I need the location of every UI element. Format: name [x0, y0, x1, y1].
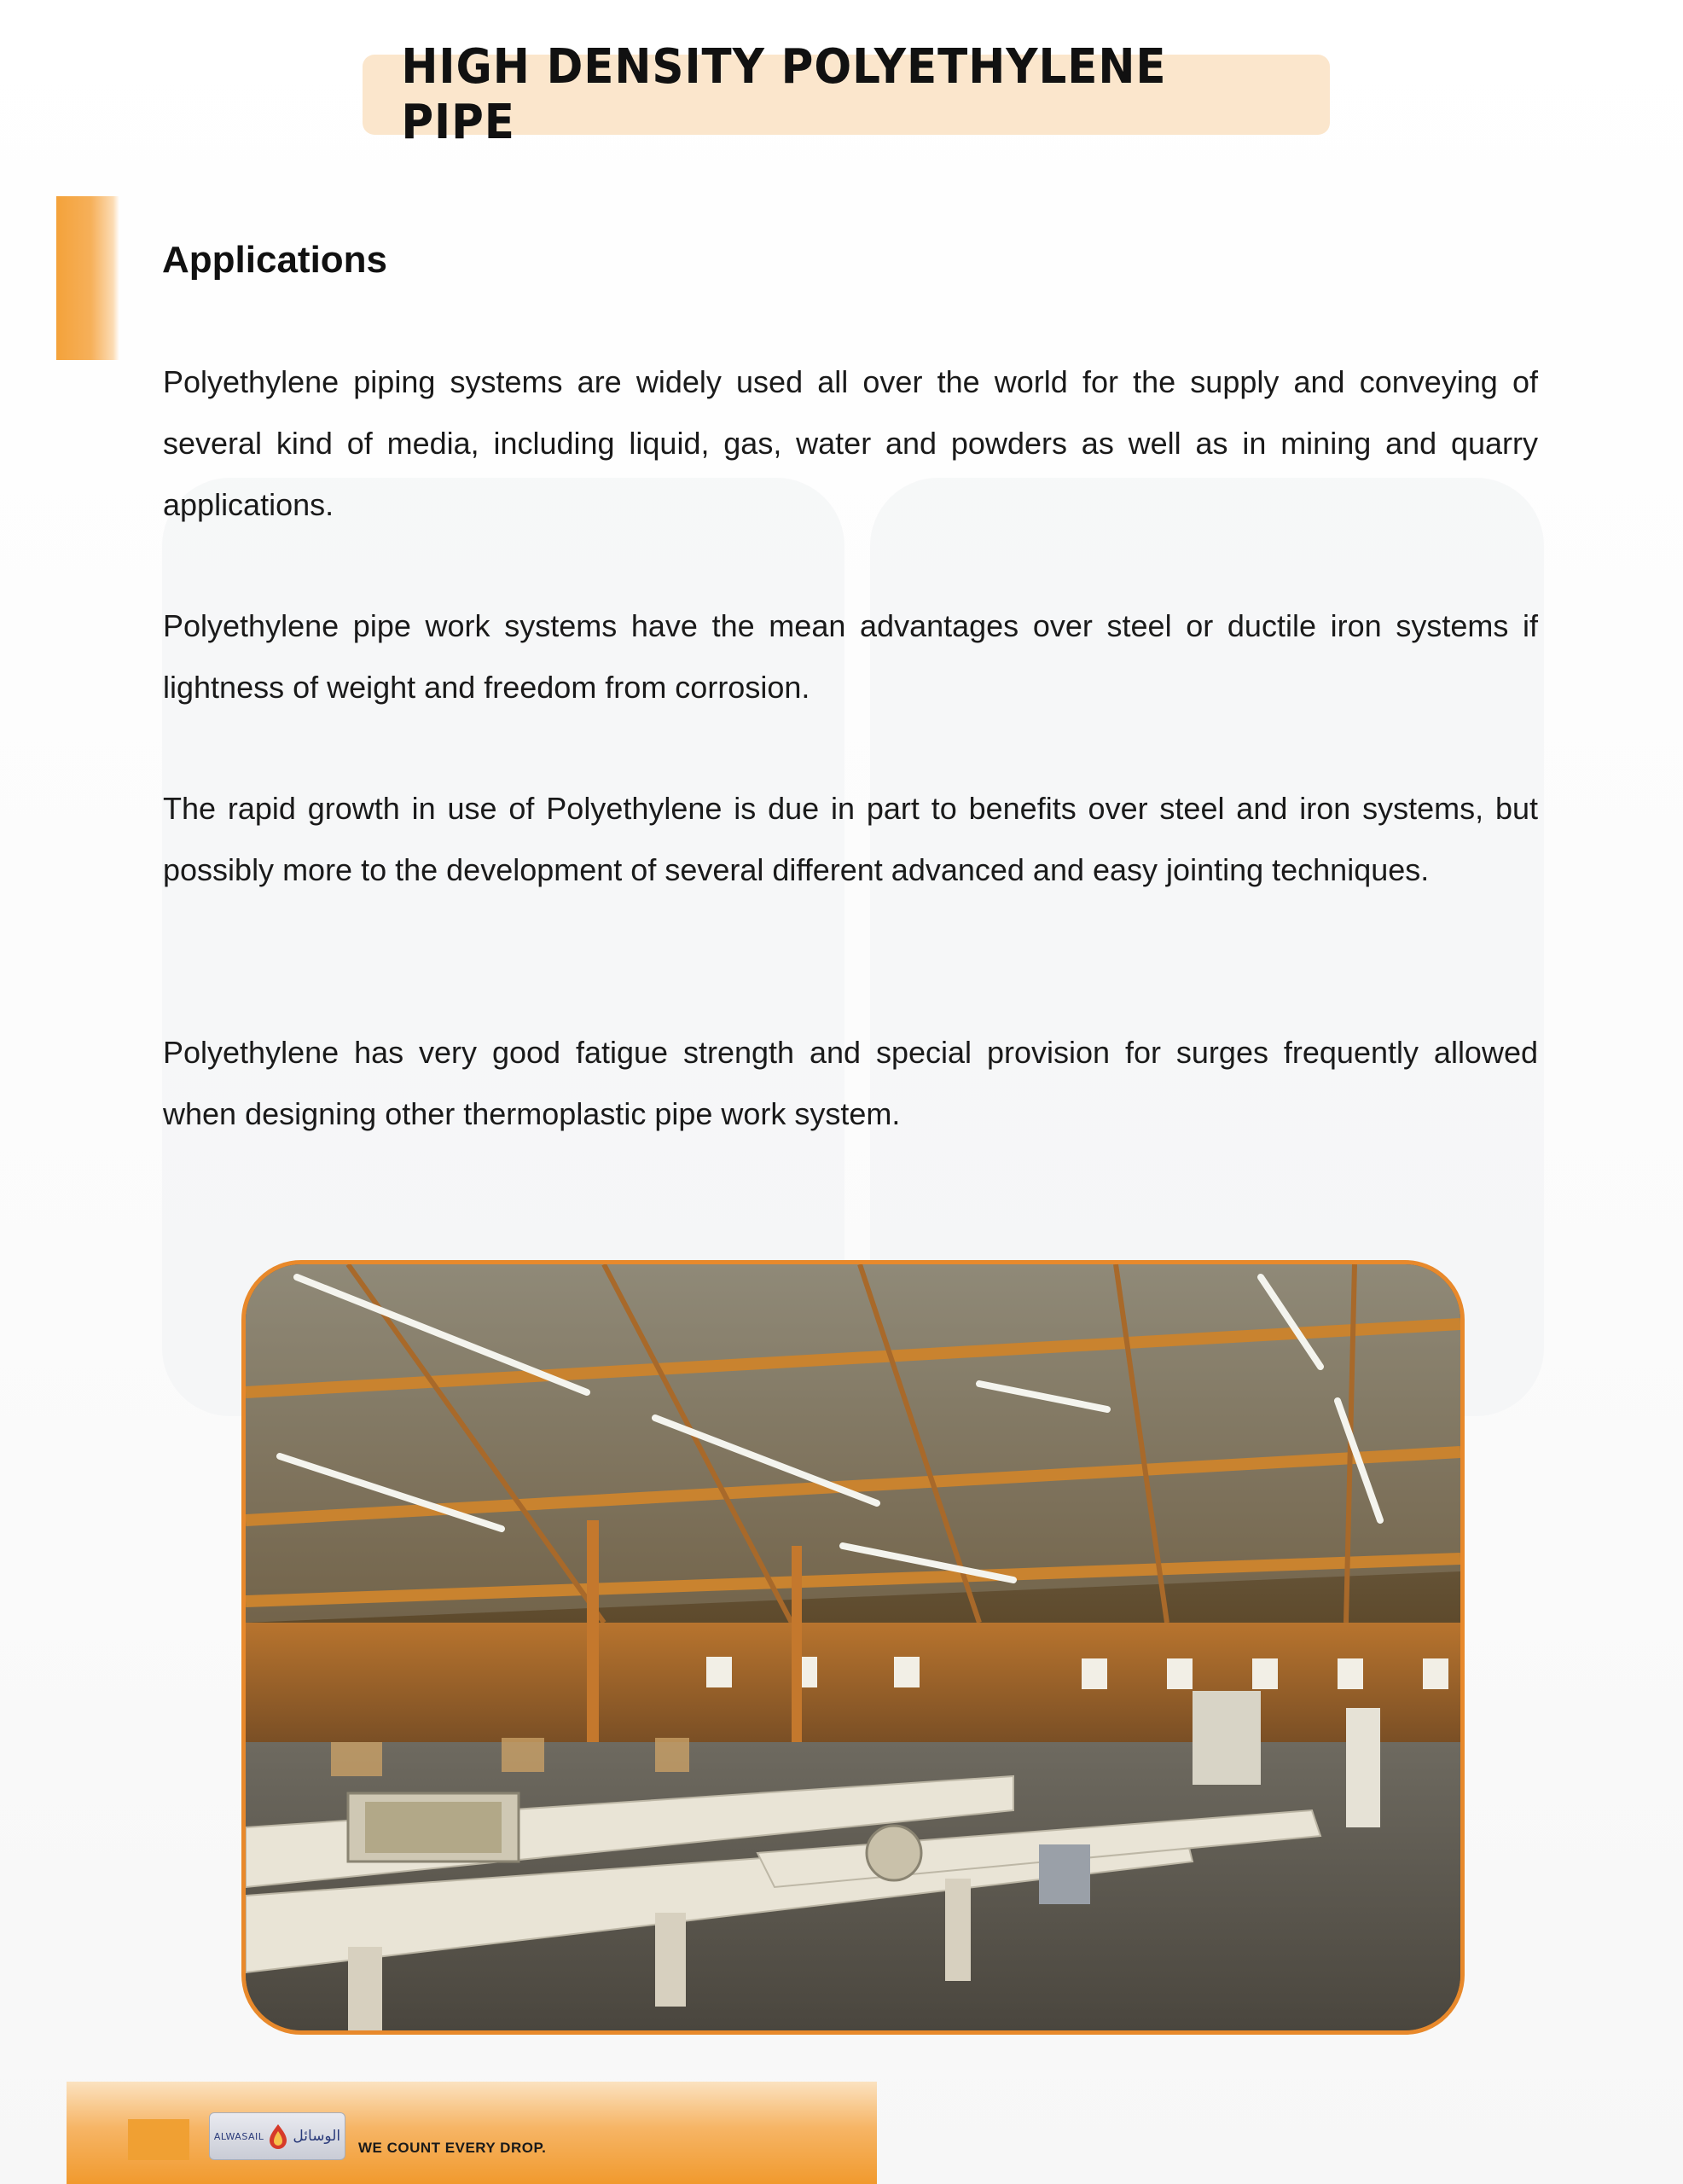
flame-drop-icon: [267, 2123, 289, 2149]
company-logo: [209, 2112, 345, 2160]
paragraph-2: Polyethylene pipe work systems have the mean advantages over steel or ductile iron systems if lightness of weight and freedom from corrosion.: [163, 608, 1538, 705]
paragraph-1: Polyethylene piping systems are widely used all over the world for the supply and conveying of several kind of media, including liquid, gas, water and powders as well as in mining and quarry applications.: [163, 364, 1538, 522]
page-title: HIGH DENSITY POLYETHYLENE PIPE: [401, 39, 1167, 150]
factory-photo: [241, 1260, 1465, 2035]
factory-interior-illustration: [246, 1264, 1460, 2030]
section-heading: Applications: [162, 239, 388, 281]
section-accent-bar: [56, 196, 119, 360]
logo-arabic-text: الوسائل: [293, 2128, 341, 2145]
paragraph-4: Polyethylene has very good fatigue strength and special provision for surges frequently allowed when designing other thermoplastic pipe work system.: [163, 1035, 1538, 1131]
paragraph-3: The rapid growth in use of Polyethylene is due in part to benefits over steel and iron systems, but possibly more to the development of several different advanced and easy jointing techniques.: [163, 791, 1538, 887]
footer-slogan: WE COUNT EVERY DROP.: [358, 2140, 547, 2156]
title-banner: [363, 39, 1330, 150]
footer-accent-square: [128, 2119, 189, 2160]
logo-latin-text: ALWASAIL: [213, 2130, 264, 2142]
